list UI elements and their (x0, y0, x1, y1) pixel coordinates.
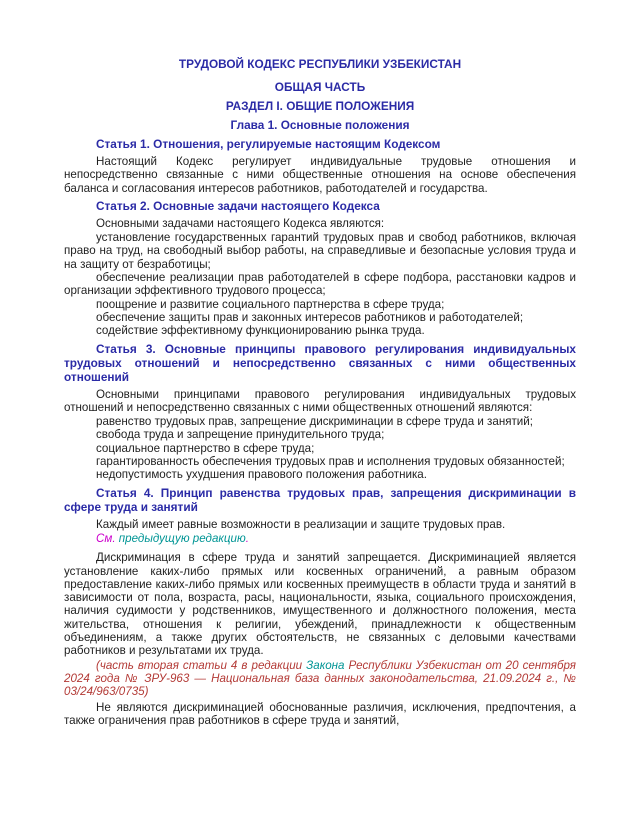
article-3-item: социальное партнерство в сфере труда; (96, 441, 315, 455)
article-2-item: установление государственных гарантий трудовых прав и свобод работников, включая право на труд, на свободный выбор работы, на справедливые и безопасные условия труда и на защиту от безработицы; (64, 231, 576, 271)
article-4-heading: Статья 4. Принцип равенства трудовых прав, запрещения дискриминации в сфере труда и занятий (64, 485, 576, 514)
article-1-heading: Статья 1. Отношения, регулируемые настоящим Кодексом (96, 137, 441, 151)
article-2-item: поощрение и развитие социального партнерства в сфере труда; (96, 297, 445, 311)
part-heading: ОБЩАЯ ЧАСТЬ (274, 80, 366, 94)
article-3-item: равенство трудовых прав, запрещение дискриминации в сфере труда и занятий; (96, 415, 533, 429)
article-2-intro: Основными задачами настоящего Кодекса являются: (96, 216, 385, 230)
article-2-item: содействие эффективному функционированию рынка труда. (96, 324, 425, 338)
article-2-items (64, 231, 576, 337)
article-2-item: обеспечение защиты прав и законных интересов работников и работодателей; (96, 310, 524, 324)
previous-revision-link[interactable]: предыдущую редакцию (118, 531, 246, 545)
amendment-text-after: Республики Узбекистан от 20 сентября 2024 года № ЗРУ-963 — Национальная база данных законодательства, 21.09.2024 г., № 03/24/963/0735) (64, 658, 576, 699)
article-1-paragraph: Настоящий Кодекс регулирует индивидуальные трудовые отношения и непосредственно связанные с ними общественные отношения на основе обеспечения баланса и согласования интересов работников, работодателей и государства. (64, 155, 576, 195)
article-3-item: гарантированность обеспечения трудовых прав и исполнения трудовых обязанностей; (96, 455, 565, 469)
amendment-text-before: (часть вторая статьи 4 в редакции (96, 658, 307, 672)
law-link[interactable]: Закона (306, 658, 345, 672)
article-4-paragraph-2: Дискриминация в сфере труда и занятий запрещается. Дискриминацией является установление каких-либо прямых или косвенных ограничений, а равным образом предоставление каких-либо прямых или косвенных преимуществ в области труда и занятий в зависимости от пола, возраста, расы, национальности, языка, социального происхождения, наличия судимости у родственников, имущественного и должностного положения, места жительства, отношения к религии, убеждений, принадлежности к общественным объединениям, а также других обстоятельств, не связанных с деловыми качествами работников и результатами их труда. (64, 551, 576, 658)
article-4-paragraph-3: Не являются дискриминацией обоснованные различия, исключения, предпочтения, а также ограничения прав работников в сфере труда и занятий, (64, 700, 576, 727)
see-previous-revision-note (64, 532, 576, 545)
article-3-heading: Статья 3. Основные принципы правового регулирования индивидуальных трудовых отношений и непосредственно связанных с ними общественных отношений (64, 341, 576, 384)
amendment-note (64, 659, 576, 699)
section-heading: РАЗДЕЛ I. ОБЩИЕ ПОЛОЖЕНИЯ (225, 99, 415, 113)
chapter-heading: Глава 1. Основные положения (230, 118, 410, 132)
article-2-item: обеспечение реализации прав работодателей в сфере подбора, расстановки кадров и организации эффективного трудового процесса; (64, 271, 576, 298)
see-note-suffix: . (245, 531, 249, 545)
article-3-item: недопустимость ухудшения правового положения работника. (96, 468, 427, 482)
article-2-heading: Статья 2. Основные задачи настоящего Кодекса (96, 198, 380, 213)
doc-title: ТРУДОВОЙ КОДЕКС РЕСПУБЛИКИ УЗБЕКИСТАН (178, 57, 462, 71)
article-3-item: свобода труда и запрещение принудительного труда; (96, 428, 385, 442)
see-note-prefix: См. (96, 531, 119, 545)
article-3-intro: Основными принципами правового регулирования индивидуальных трудовых отношений и непосредственно связанных с ними общественных отношений являются: (64, 387, 576, 414)
article-3-items (64, 415, 576, 481)
article-4-paragraph-1: Каждый имеет равные возможности в реализации и защите трудовых прав. (96, 517, 506, 531)
